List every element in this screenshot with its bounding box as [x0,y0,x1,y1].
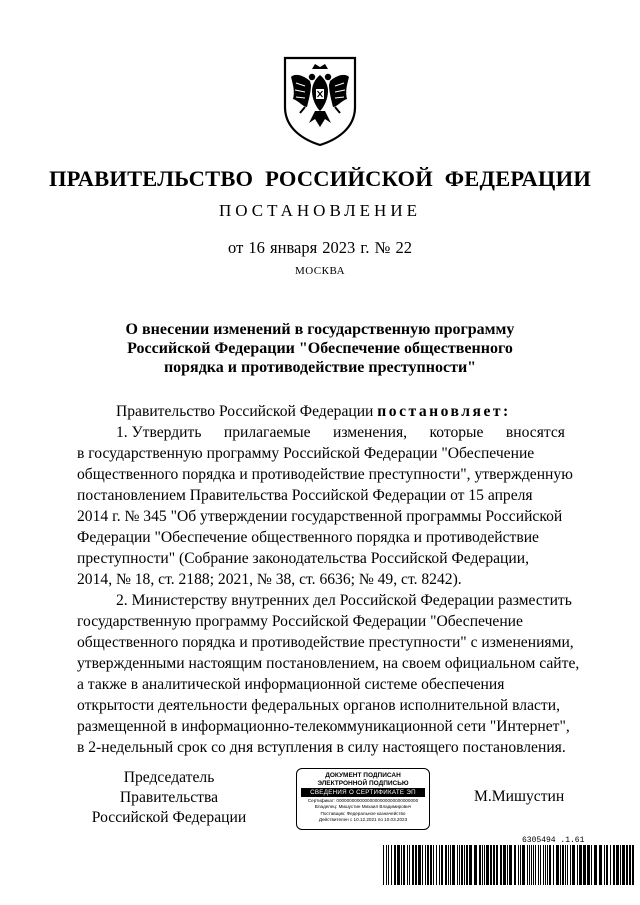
document-date-number: от 16 января 2023 г. № 22 [228,238,412,257]
stamp-title-line: ДОКУМЕНТ ПОДПИСАН [325,772,401,779]
paragraph-1-line: 2014 г. № 345 "Об утверждении государственной программы Российской [77,508,563,525]
word: 1. Утвердить [116,424,202,441]
paragraph-2-line: в 2-недельный срок со дня вступления в силу настоящего постановления. [77,739,566,756]
electronic-signature-stamp [296,768,430,830]
stamp-detail: Владелец: Мишустин Михаил Владимирович [314,804,412,810]
paragraph-2-line: 2. Министерству внутренних дел Российской Федерации разместить [116,592,572,609]
paragraph-1-first-line [77,422,565,443]
document-subject [110,320,530,377]
stamp-certificate-header: СВЕДЕНИЯ О СЕРТИФИКАТЕ ЭП [301,788,425,797]
word: которые [429,424,484,441]
document-city: МОСКВА [294,265,346,277]
intro-text: Правительство Российской Федерации [116,403,378,420]
paragraph-1-line: преступности" (Собрание законодательства Российской Федерации, [77,550,529,567]
word: прилагаемые [223,424,311,441]
subject-line: Российской Федерации "Обеспечение общественного [127,340,513,357]
stamp-detail: Поставщик: Федеральное казначейство [320,810,406,816]
paragraph-1-line: 2014, № 18, ст. 2188; 2021, № 38, ст. 6636; № 49, ст. 8242). [77,571,462,588]
signatory-position [80,768,258,828]
subject-line: О внесении изменений в государственную программу [125,321,515,338]
subject-line: порядка и противодействие преступности" [163,359,477,376]
barcode-number: 6305494 .1.61 [522,836,585,845]
resolution-intro [77,401,565,422]
stamp-title [297,772,429,787]
paragraph-2-line: открытости деятельности федеральных органов исполнительной власти, [77,697,560,714]
paragraph-2-line: размещенной в информационно-телекоммуникационной сети "Интернет", [77,718,570,735]
coat-of-arms-emblem [281,55,359,147]
stamp-detail: Действителен с 10.12.2021 по 10.03.2023 [318,817,408,823]
stamp-title-line: ЭЛЕКТРОННОЙ ПОДПИСЬЮ [317,779,409,787]
barcode [383,845,635,885]
paragraph-2-line: государственную программу Российской Федерации "Обеспечение [77,613,523,630]
word: вносятся [505,424,565,441]
document-body [77,401,580,758]
paragraph-1-line: постановлением Правительства Российской Федерации от 15 апреля [77,487,533,504]
paragraph-2-line: утвержденными настоящим постановлением, на своем официальном сайте, [77,655,580,672]
paragraph-1-line: в государственную программу Российской Федерации "Обеспечение [77,445,535,462]
word: изменения, [332,424,408,441]
decree-word: постановляет: [377,403,511,420]
paragraph-2-line: а также в аналитической информационной системе обеспечения [77,676,505,693]
paragraph-1-line: Федерации "Обеспечение общественного порядка и противодействие [77,529,539,546]
government-title: ПРАВИТЕЛЬСТВО РОССИЙСКОЙ ФЕДЕРАЦИИ [48,166,592,191]
stamp-detail: Сертификат: 00000000000000000000000000000000 [307,798,419,803]
paragraph-2-line: общественного порядка и противодействие преступности" с изменениями, [77,634,574,651]
position-line: Российской Федерации [91,809,247,826]
paragraph-1-line: общественного порядка и противодействие преступности", утвержденную [77,466,573,483]
position-line: Председатель Правительства [119,769,219,806]
signatory-name: М.Мишустин [474,788,565,805]
document-type: ПОСТАНОВЛЕНИЕ [218,201,421,220]
